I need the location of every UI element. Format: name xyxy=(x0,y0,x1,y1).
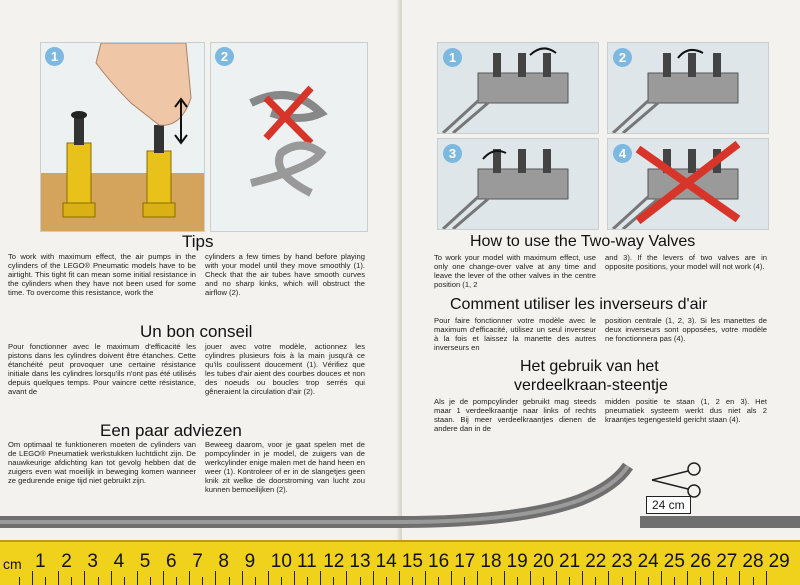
ruler-half-tick xyxy=(281,577,282,585)
ruler-number: 13 xyxy=(349,551,371,572)
ruler-half-tick xyxy=(569,577,570,585)
ruler-number: 14 xyxy=(375,551,397,572)
valve-illustration-3 xyxy=(437,138,599,230)
valve-illustration-1 xyxy=(437,42,599,134)
heading-tips: Tips xyxy=(182,232,214,251)
ruler-number: 18 xyxy=(480,551,502,572)
panel-number-badge: 1 xyxy=(45,47,64,66)
ruler-number: 28 xyxy=(742,551,764,572)
ruler-half-tick xyxy=(700,577,701,585)
ruler-half-tick xyxy=(622,577,623,585)
valves-column-2: and 3). If the levers of two valves are in opposite positions, your model will not work (4). xyxy=(605,253,767,271)
ruler-half-tick xyxy=(71,577,72,585)
ruler-half-tick xyxy=(412,577,413,585)
ruler-number: 19 xyxy=(506,551,528,572)
valve-illustration-4 xyxy=(607,138,769,230)
ruler-half-tick xyxy=(98,577,99,585)
conseil-column-1: Pour fonctionner avec le maximum d'efficacité les pistons dans les cylindres doivent être étanches. Cette étanchéité peut provoquer une certaine résistance initiale dans les cylindres lorsqu'ils n'ont pas été utilisés depuis quelques temps. Pour vaincre cette résistance, avant de xyxy=(8,342,196,396)
ruler-half-tick xyxy=(517,577,518,585)
pump-cylinder-drawing xyxy=(41,43,204,231)
illustration-pump-cylinder xyxy=(40,42,205,232)
ruler-number: 21 xyxy=(559,551,581,572)
ruler-half-tick xyxy=(726,577,727,585)
ruler-half-tick xyxy=(229,577,230,585)
ruler-half-tick xyxy=(124,577,125,585)
ruler-half-tick xyxy=(464,577,465,585)
ruler-number: 9 xyxy=(244,551,256,572)
heading-two-way-valves: How to use the Two-way Valves xyxy=(470,233,696,250)
ruler-half-tick xyxy=(45,577,46,585)
ruler-half-tick xyxy=(202,577,203,585)
ruler-half-tick xyxy=(386,577,387,585)
valve-drawing-4 xyxy=(608,139,768,229)
left-page xyxy=(0,0,398,540)
ruler-number: 11 xyxy=(297,551,317,572)
ruler-number: 24 xyxy=(637,551,659,572)
ruler-half-tick xyxy=(150,577,151,585)
ruler-number: 16 xyxy=(428,551,450,572)
advies-column-1: Om optimaal te funktioneren moeten de cylinders van de LEGO® Pneumatiek werkstukken luchtdicht zijn. De nauwkeurige afdichting kan tot gevolg hebben dat de zuigers even wat moeilijk in beweging komen wanneer ze gedurende enige tijd niet gebruikt zijn. xyxy=(8,440,196,485)
ruler-number: 8 xyxy=(218,551,229,572)
ruler-number: 2 xyxy=(61,551,72,572)
ruler-number: 4 xyxy=(113,551,125,572)
ruler-number: 6 xyxy=(166,551,177,572)
ruler-half-tick xyxy=(255,577,256,585)
ruler-half-tick xyxy=(491,577,492,585)
ruler-half-tick xyxy=(438,577,439,585)
illustration-air-tubes xyxy=(210,42,368,232)
heading-un-bon-conseil: Un bon conseil xyxy=(140,322,253,341)
valve-drawing-1 xyxy=(438,43,598,133)
ruler-half-tick xyxy=(360,577,361,585)
advies-column-2: Beweeg daarom, voor je gaat spelen met de pompcylinder in je model, de zuigers van de werkcylinder enige malen met de hand heen en weer (1). Kontroleer of er in de slangetjes geen knik zit welke de doorstroming van lucht zou kunnen bemoeilijken (2). xyxy=(205,440,365,494)
air-tube-graphic xyxy=(0,460,800,540)
ruler-half-tick xyxy=(674,577,675,585)
valve-illustration-2 xyxy=(607,42,769,134)
inverseurs-column-2: position centrale (1, 2, 3). Si les manettes de deux inverseurs sont opposées, votre modèle ne fonctionnera pas (4). xyxy=(605,316,767,343)
panel-number-badge: 1 xyxy=(443,48,462,67)
ruler-half-tick xyxy=(543,577,544,585)
ruler-number: 3 xyxy=(87,551,98,572)
ruler-number: 20 xyxy=(532,551,554,572)
valves-column-1: To work your model with maximum effect, use only one change-over valve at any time and leave the lever of the other valves in the centre position (1, 2 xyxy=(434,253,596,289)
ruler-unit-label: cm xyxy=(3,556,22,572)
verdeel-column-2: midden positie te staan (1, 2 en 3). Het pneumatiek systeem werkt dus niet als 2 kraantjes tegengesteld gericht staan (4). xyxy=(605,397,767,424)
ruler-half-tick xyxy=(176,577,177,585)
panel-number-badge: 2 xyxy=(613,48,632,67)
ruler-number: 10 xyxy=(270,551,292,572)
panel-number-badge: 2 xyxy=(215,47,234,66)
air-tubes-drawing xyxy=(211,43,367,231)
verdeel-column-1: Als je de pompcylinder gebruikt mag steeds maar 1 verdeelkraantje naar links of rechts staan. Bij meer verdeelkraantjes dienen de andere dan in de xyxy=(434,397,596,433)
valve-drawing-3 xyxy=(438,139,598,229)
heading-inverseurs: Comment utiliser les inverseurs d'air xyxy=(450,296,708,313)
ruler-number: 23 xyxy=(611,551,633,572)
ruler-half-tick xyxy=(333,577,334,585)
heading-een-paar-adviezen: Een paar adviezen xyxy=(100,421,242,440)
heading-verdeelkraan-line2: verdeelkraan-steentje xyxy=(514,377,668,394)
heading-verdeelkraan-line1: Het gebruik van het xyxy=(520,358,659,375)
ruler-half-tick xyxy=(753,577,754,585)
ruler-number: 27 xyxy=(716,551,738,572)
ruler-number: 29 xyxy=(768,551,790,572)
ruler-number: 12 xyxy=(323,551,345,572)
valve-drawing-2 xyxy=(608,43,768,133)
tube-length-label: 24 cm xyxy=(646,496,691,514)
centimeter-ruler xyxy=(0,540,800,585)
ruler-number: 1 xyxy=(35,551,46,572)
ruler-number: 25 xyxy=(663,551,685,572)
ruler-half-tick xyxy=(19,577,20,585)
ruler-number: 22 xyxy=(585,551,607,572)
ruler-half-tick xyxy=(648,577,649,585)
panel-number-badge: 4 xyxy=(613,144,632,163)
inverseurs-column-1: Pour faire fonctionner votre modèle avec le maximum d'efficacité, utilisez un seul inverseur à la fois et laissez la manette des autres inverseurs en xyxy=(434,316,596,352)
right-page xyxy=(402,0,800,540)
ruler-number: 26 xyxy=(690,551,712,572)
ruler-half-tick xyxy=(595,577,596,585)
ruler-number: 15 xyxy=(401,551,423,572)
ruler-number: 17 xyxy=(454,551,476,572)
ruler-number: 5 xyxy=(139,551,151,572)
panel-number-badge: 3 xyxy=(443,144,462,163)
ruler-half-tick xyxy=(307,577,308,585)
conseil-column-2: jouer avec votre modèle, actionnez les cylindres plusieurs fois à la main jusqu'à ce qu'ils coulissent doucement (1). Vérifiez que les tubes d'air aient des courbes douces et non des noeuds ou boucles trop serrés qui gêneraient la circulation d'air (2). xyxy=(205,342,365,396)
tips-column-1: To work with maximum effect, the air pumps in the cylinders of the LEGO® Pneumatic models have to be airtight. This tight fit can mean some initial resistance in the cylinders when they have not been used for some time. To overcome this resistance, work the xyxy=(8,252,196,297)
ruler-number: 7 xyxy=(192,551,203,572)
tips-column-2: cylinders a few times by hand before playing with your model until they move smoothly (1). Check that the air tubes have smooth curves and no sharp kinks, which will obstruct the airflow (2). xyxy=(205,252,365,297)
